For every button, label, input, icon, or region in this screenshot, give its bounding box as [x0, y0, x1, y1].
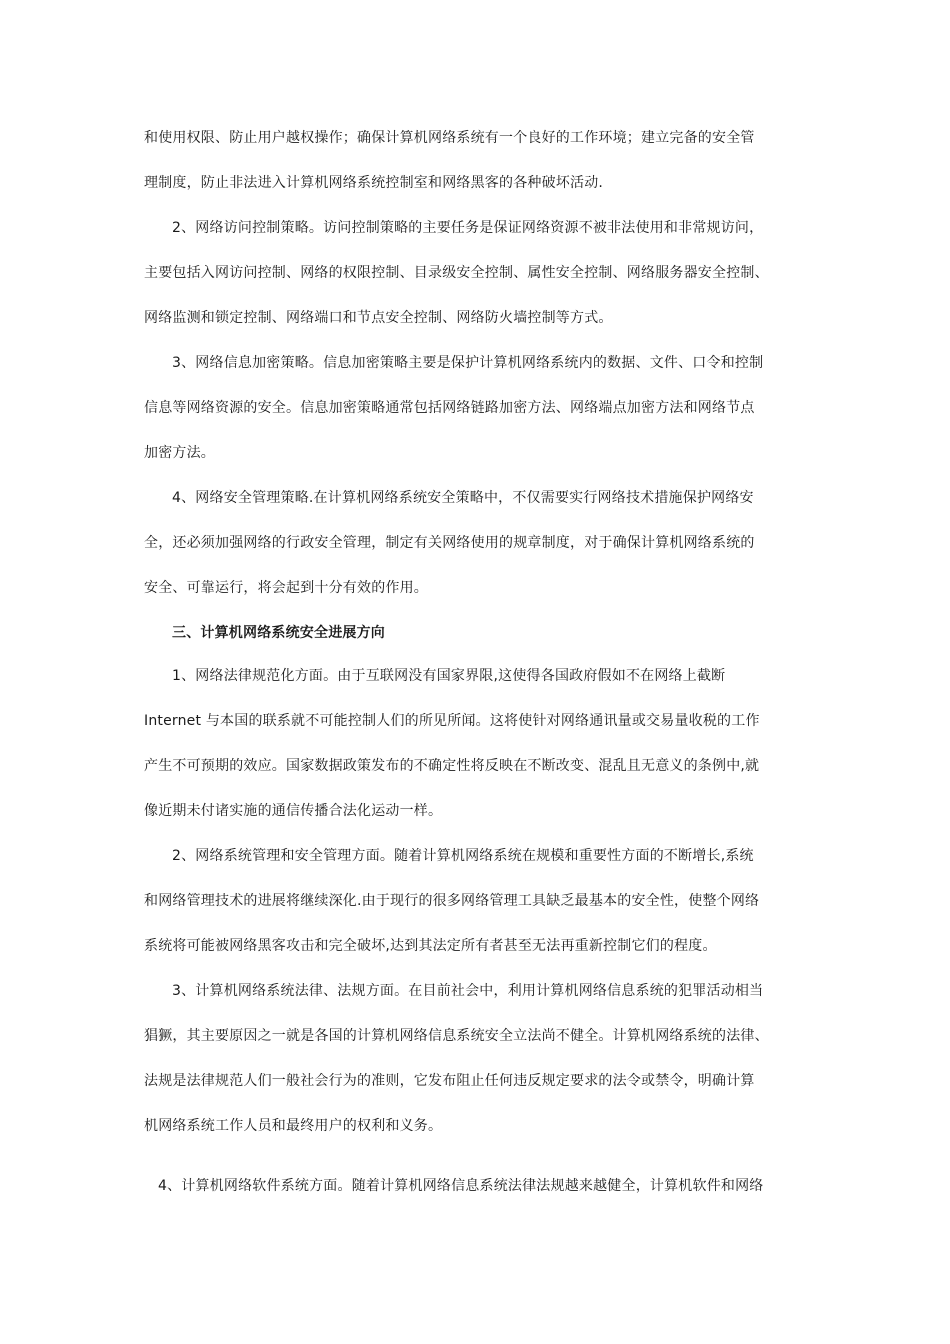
- text-line: 像近期未付诸实施的通信传播合法化运动一样。: [144, 803, 443, 819]
- text-line: 主要包括入网访问控制、网络的权限控制、目录级安全控制、属性安全控制、网络服务器安全控制、: [144, 265, 769, 281]
- text-line: 4、计算机网络软件系统方面。随着计算机网络信息系统法律法规越来越健全，计算机软件和网络: [158, 1178, 764, 1194]
- text-line: 机网络系统工作人员和最终用户的权利和义务。: [144, 1118, 443, 1134]
- text-line: 系统将可能被网络黑客攻击和完全破坏,达到其法定所有者甚至无法再重新控制它们的程度。: [144, 938, 717, 954]
- text-line: 信息等网络资源的安全。信息加密策略通常包括网络链路加密方法、网络端点加密方法和网络节点: [144, 400, 755, 416]
- text-line: 2、网络访问控制策略。访问控制策略的主要任务是保证网络资源不被非法使用和非常规访问，: [172, 220, 764, 236]
- text-line: 产生不可预期的效应。国家数据政策发布的不确定性将反映在不断改变、混乱且无意义的条例中,就: [144, 758, 760, 774]
- text-line: 理制度，防止非法进入计算机网络系统控制室和网络黑客的各种破坏活动.: [144, 175, 604, 191]
- text-line: 网络监测和锁定控制、网络端口和节点安全控制、网络防火墙控制等方式。: [144, 310, 613, 326]
- text-line: 法规是法律规范人们一般社会行为的准则，它发布阻止任何违反规定要求的法令或禁令，明确计算: [144, 1073, 755, 1089]
- section-heading: 三、计算机网络系统安全进展方向: [172, 625, 385, 641]
- text-line: 2、网络系统管理和安全管理方面。随着计算机网络系统在规模和重要性方面的不断增长,系统: [172, 848, 754, 864]
- text-line: Internet 与本国的联系就不可能控制人们的所见所闻。这将使针对网络通讯量或交易量收税的工作: [144, 713, 760, 729]
- text-line: 1、网络法律规范化方面。由于互联网没有国家界限,这使得各国政府假如不在网络上截断: [172, 668, 726, 684]
- text-line: 4、网络安全管理策略.在计算机网络系统安全策略中，不仅需要实行网络技术措施保护网络安: [172, 490, 754, 506]
- text-line: 和使用权限、防止用户越权操作；确保计算机网络系统有一个良好的工作环境；建立完备的安全管: [144, 130, 755, 146]
- text-line: 加密方法。: [144, 445, 215, 461]
- text-line: 和网络管理技术的进展将继续深化.由于现行的很多网络管理工具缺乏最基本的安全性，使整个网络: [144, 893, 760, 909]
- text-line: 猖獗，其主要原因之一就是各国的计算机网络信息系统安全立法尚不健全。计算机网络系统的法律、: [144, 1028, 769, 1044]
- text-line: 安全、可靠运行，将会起到十分有效的作用。: [144, 580, 428, 596]
- text-line: 全，还必须加强网络的行政安全管理，制定有关网络使用的规章制度，对于确保计算机网络系统的: [144, 535, 755, 551]
- text-line: 3、计算机网络系统法律、法规方面。在目前社会中，利用计算机网络信息系统的犯罪活动相当: [172, 983, 764, 999]
- text-line: 3、网络信息加密策略。信息加密策略主要是保护计算机网络系统内的数据、文件、口令和控制: [172, 355, 764, 371]
